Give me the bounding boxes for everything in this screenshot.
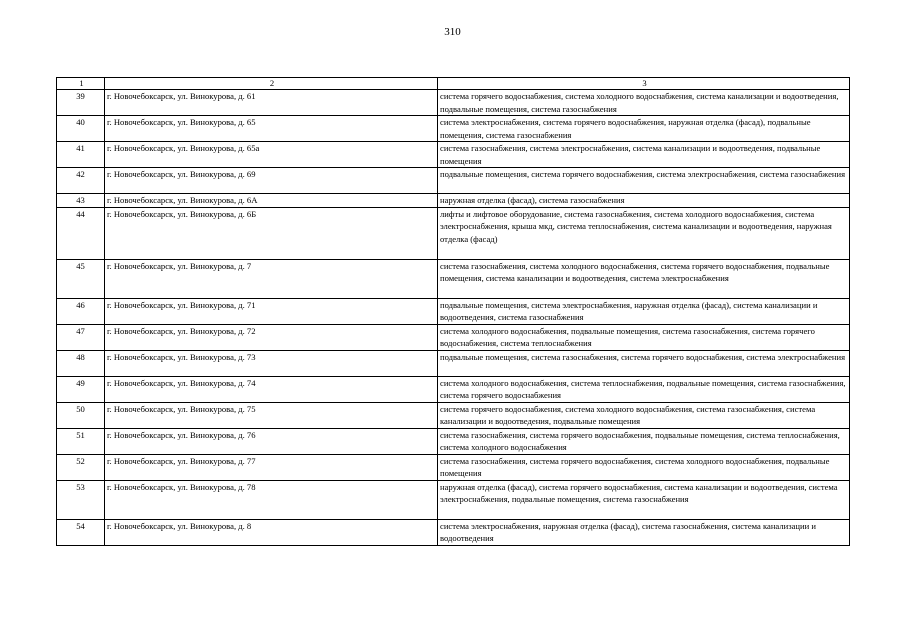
row-number: 50 xyxy=(57,402,105,428)
row-address: г. Новочебоксарск, ул. Винокурова, д. 72 xyxy=(105,324,438,350)
table-row xyxy=(57,116,850,142)
table-header-row xyxy=(57,78,850,90)
table-row xyxy=(57,350,850,376)
row-systems: система холодного водоснабжения, подвальные помещения, система газоснабжения, система горячего водоснабжения, система теплоснабжения xyxy=(438,324,850,350)
row-number: 40 xyxy=(57,116,105,142)
row-systems: система газоснабжения, система горячего водоснабжения, подвальные помещения, система теплоснабжения, система холодного водоснабжения xyxy=(438,428,850,454)
table-row xyxy=(57,324,850,350)
row-systems: система электроснабжения, система горячего водоснабжения, наружная отделка (фасад), подвальные помещения, система газоснабжения xyxy=(438,116,850,142)
row-systems: система горячего водоснабжения, система холодного водоснабжения, система канализации и водоотведения, подвальные помещения, система газоснабжения xyxy=(438,90,850,116)
table-row xyxy=(57,519,850,545)
table-row xyxy=(57,454,850,480)
table-row xyxy=(57,298,850,324)
row-address: г. Новочебоксарск, ул. Винокурова, д. 61 xyxy=(105,90,438,116)
row-address: г. Новочебоксарск, ул. Винокурова, д. 7 xyxy=(105,259,438,298)
row-systems: подвальные помещения, система горячего водоснабжения, система электроснабжения, система газоснабжения xyxy=(438,168,850,194)
table-row xyxy=(57,376,850,402)
housing-systems-table xyxy=(56,77,850,546)
row-number: 41 xyxy=(57,142,105,168)
row-number: 42 xyxy=(57,168,105,194)
row-address: г. Новочебоксарск, ул. Винокурова, д. 6Б xyxy=(105,207,438,259)
row-systems: система горячего водоснабжения, система холодного водоснабжения, система газоснабжения, система канализации и водоотведения, подвальные помещения xyxy=(438,402,850,428)
table-row xyxy=(57,259,850,298)
row-number: 51 xyxy=(57,428,105,454)
row-number: 39 xyxy=(57,90,105,116)
row-address: г. Новочебоксарск, ул. Винокурова, д. 71 xyxy=(105,298,438,324)
row-number: 48 xyxy=(57,350,105,376)
table-row xyxy=(57,402,850,428)
page-number: 310 xyxy=(444,26,461,38)
column-header-3: 3 xyxy=(438,78,850,90)
row-number: 46 xyxy=(57,298,105,324)
row-systems: наружная отделка (фасад), система газоснабжения xyxy=(438,194,850,208)
column-header-1: 1 xyxy=(57,78,105,90)
row-systems: система газоснабжения, система электроснабжения, система канализации и водоотведения, подвальные помещения xyxy=(438,142,850,168)
row-number: 47 xyxy=(57,324,105,350)
row-address: г. Новочебоксарск, ул. Винокурова, д. 74 xyxy=(105,376,438,402)
row-address: г. Новочебоксарск, ул. Винокурова, д. 75 xyxy=(105,402,438,428)
row-address: г. Новочебоксарск, ул. Винокурова, д. 8 xyxy=(105,519,438,545)
table-row xyxy=(57,428,850,454)
row-systems: лифты и лифтовое оборудование, система газоснабжения, система холодного водоснабжения, система электроснабжения, крыша мкд, система теплоснабжения, система канализации и водоотведения, наружная отделка (фасад) xyxy=(438,207,850,259)
row-address: г. Новочебоксарск, ул. Винокурова, д. 65 xyxy=(105,116,438,142)
row-systems: система газоснабжения, система холодного водоснабжения, система горячего водоснабжения, подвальные помещения, система канализации и водоотведения, система электроснабжения xyxy=(438,259,850,298)
row-systems: система электроснабжения, наружная отделка (фасад), система газоснабжения, система канализации и водоотведения xyxy=(438,519,850,545)
row-number: 54 xyxy=(57,519,105,545)
row-systems: подвальные помещения, система электроснабжения, наружная отделка (фасад), система канализации и водоотведения, система газоснабжения xyxy=(438,298,850,324)
row-address: г. Новочебоксарск, ул. Винокурова, д. 76 xyxy=(105,428,438,454)
row-address: г. Новочебоксарск, ул. Винокурова, д. 65а xyxy=(105,142,438,168)
row-address: г. Новочебоксарск, ул. Винокурова, д. 78 xyxy=(105,480,438,519)
row-number: 53 xyxy=(57,480,105,519)
table-row xyxy=(57,194,850,208)
row-address: г. Новочебоксарск, ул. Винокурова, д. 6А xyxy=(105,194,438,208)
row-address: г. Новочебоксарск, ул. Винокурова, д. 73 xyxy=(105,350,438,376)
row-systems: система газоснабжения, система горячего водоснабжения, система холодного водоснабжения, подвальные помещения xyxy=(438,454,850,480)
row-number: 44 xyxy=(57,207,105,259)
table-row xyxy=(57,90,850,116)
table-row xyxy=(57,168,850,194)
row-address: г. Новочебоксарск, ул. Винокурова, д. 77 xyxy=(105,454,438,480)
row-number: 43 xyxy=(57,194,105,208)
row-systems: подвальные помещения, система газоснабжения, система горячего водоснабжения, система электроснабжения xyxy=(438,350,850,376)
row-number: 49 xyxy=(57,376,105,402)
row-number: 45 xyxy=(57,259,105,298)
table-row xyxy=(57,207,850,259)
row-systems: система холодного водоснабжения, система теплоснабжения, подвальные помещения, система газоснабжения, система горячего водоснабжения xyxy=(438,376,850,402)
column-header-2: 2 xyxy=(105,78,438,90)
row-systems: наружная отделка (фасад), система горячего водоснабжения, система канализации и водоотведения, система электроснабжения, подвальные помещения, система газоснабжения xyxy=(438,480,850,519)
row-address: г. Новочебоксарск, ул. Винокурова, д. 69 xyxy=(105,168,438,194)
table-row xyxy=(57,142,850,168)
row-number: 52 xyxy=(57,454,105,480)
table-row xyxy=(57,480,850,519)
